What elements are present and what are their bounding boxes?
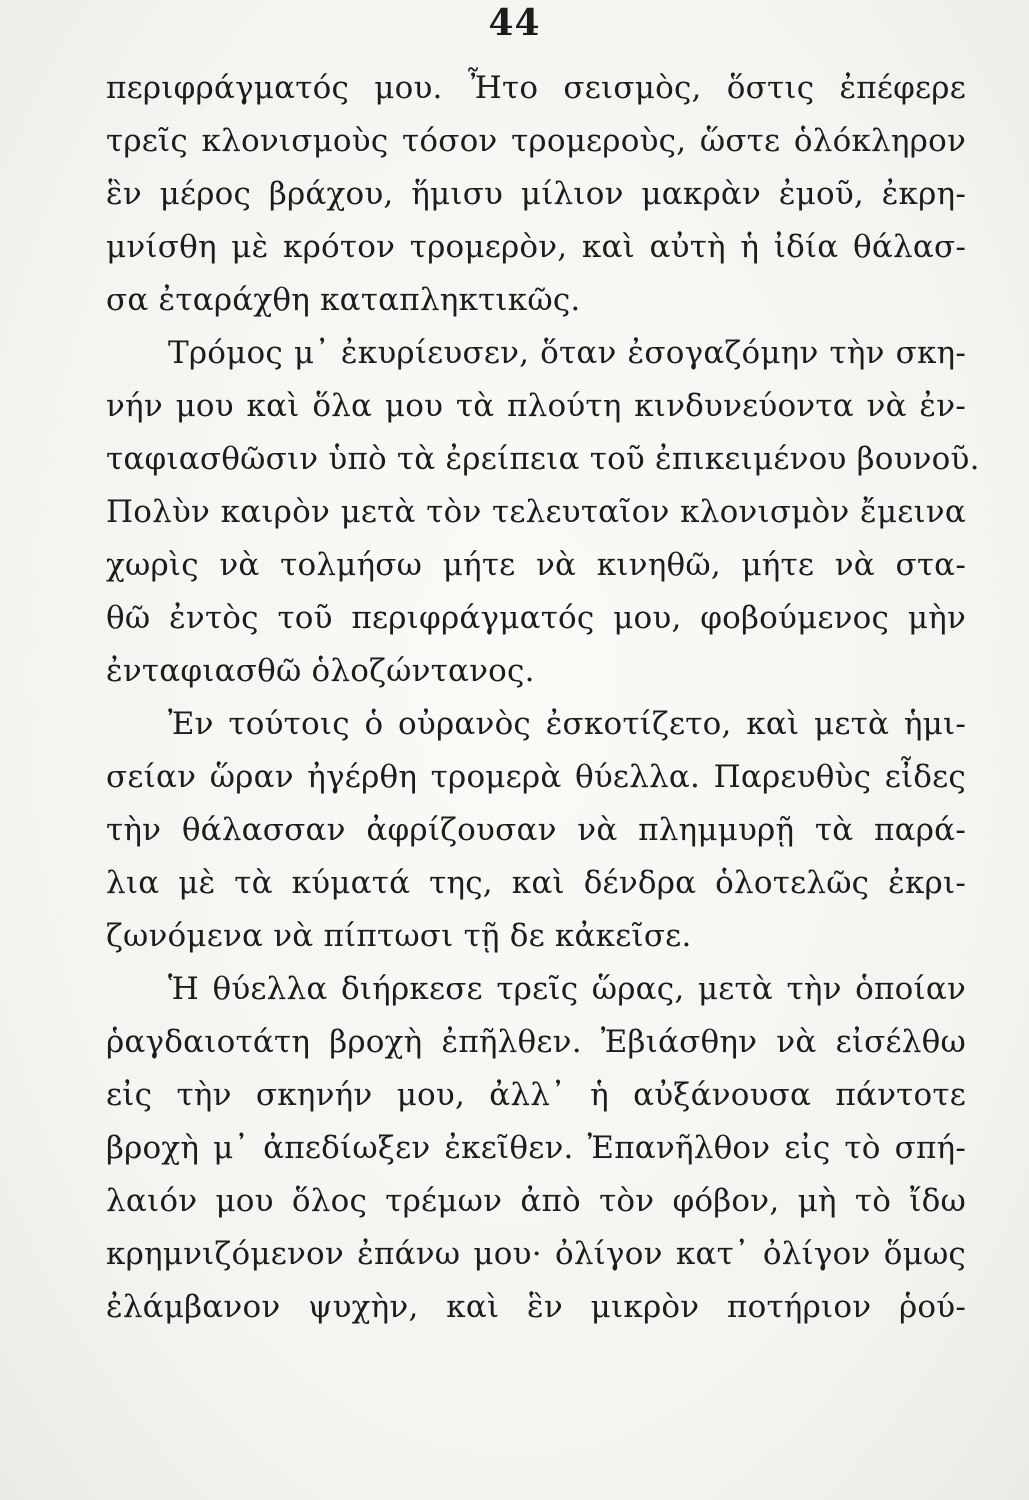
text-line: Ἐν τούτοις ὁ οὐρανὸς ἐσκοτίζετο, καὶ μετὰ ἡμι- bbox=[168, 706, 966, 742]
text-line: χωρὶς νὰ τολμήσω μήτε νὰ κινηθῶ, μήτε νὰ στα- bbox=[106, 547, 966, 583]
text-line: ῥαγδαιοτάτη βροχὴ ἐπῆλθεν. Ἐβιάσθην νὰ εἰσέλθω bbox=[106, 1024, 966, 1060]
text-line: θῶ ἐντὸς τοῦ περιφράγματός μου, φοβούμενος μὴν bbox=[106, 600, 966, 636]
body-text bbox=[106, 62, 980, 1334]
text-line: ζωνόμενα νὰ πίπτωσι τῇ δε κἀκεῖσε. bbox=[106, 918, 692, 954]
text-line: περιφράγματός μου. Ἦτο σεισμὸς, ὅστις ἐπέφερε bbox=[106, 70, 966, 106]
text-line: Ἡ θύελλα διήρκεσε τρεῖς ὥρας, μετὰ τὴν ὁποίαν bbox=[168, 971, 966, 1007]
text-line: σείαν ὥραν ἠγέρθη τρομερὰ θύελλα. Παρευθὺς εἶδες bbox=[106, 759, 966, 795]
text-line: μνίσθη μὲ κρότον τρομερὸν, καὶ αὐτὴ ἡ ἰδία θάλασ- bbox=[106, 229, 966, 265]
text-line: ἓν μέρος βράχου, ἥμισυ μίλιον μακρὰν ἐμοῦ, ἐκρη- bbox=[106, 176, 966, 212]
text-line: λαιόν μου ὅλος τρέμων ἀπὸ τὸν φόβον, μὴ τὸ ἴδω bbox=[106, 1183, 966, 1219]
text-line: βροχὴ μ᾽ ἀπεδίωξεν ἐκεῖθεν. Ἐπανῆλθον εἰς τὸ σπή- bbox=[106, 1130, 966, 1166]
text-line: τρεῖς κλονισμοὺς τόσον τρομεροὺς, ὥστε ὁλόκληρον bbox=[106, 123, 966, 159]
text-line: νήν μου καὶ ὅλα μου τὰ πλούτη κινδυνεύοντα νὰ ἐν- bbox=[106, 388, 966, 424]
text-line: ἐνταφιασθῶ ὁλοζώντανος. bbox=[106, 653, 535, 689]
text-line: κρημνιζόμενον ἐπάνω μου· ὀλίγον κατ᾽ ὀλίγον ὅμως bbox=[106, 1236, 966, 1272]
page-number: 44 bbox=[488, 2, 541, 44]
text-line: λια μὲ τὰ κύματά της, καὶ δένδρα ὁλοτελῶς ἐκρι- bbox=[106, 865, 966, 901]
text-line: τὴν θάλασσαν ἀφρίζουσαν νὰ πλημμυρῇ τὰ παρά- bbox=[106, 812, 966, 848]
text-line: Πολὺν καιρὸν μετὰ τὸν τελευταῖον κλονισμὸν ἔμεινα bbox=[106, 494, 966, 530]
text-line: σα ἐταράχθη καταπληκτικῶς. bbox=[106, 282, 581, 318]
text-line: ταφιασθῶσιν ὑπὸ τὰ ἐρείπεια τοῦ ἐπικειμένου βουνοῦ. bbox=[106, 441, 980, 477]
text-line: εἰς τὴν σκηνήν μου, ἀλλ᾽ ἡ αὐξάνουσα πάντοτε bbox=[106, 1077, 966, 1113]
text-line: Τρόμος μ᾽ ἐκυρίευσεν, ὅταν ἐσογαζόμην τὴν σκη- bbox=[168, 335, 966, 371]
text-line: ἐλάμβανον ψυχὴν, καὶ ἓν μικρὸν ποτήριον ῥού- bbox=[106, 1289, 966, 1325]
